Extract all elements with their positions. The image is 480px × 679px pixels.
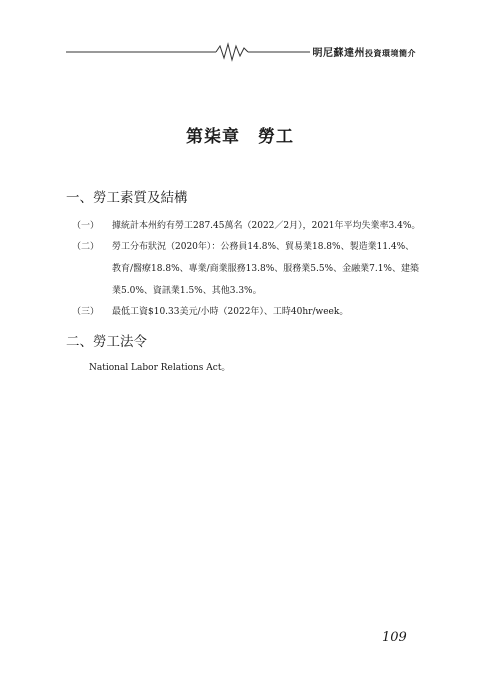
list-item-number: （三） xyxy=(72,307,100,317)
list-item-continuation: 教育/醫療18.8%、專業/商業服務13.8%、服務業5.5%、金融業7.1%、建築 xyxy=(112,264,419,274)
section-heading-labor-law: 二、勞工法令 xyxy=(66,334,147,350)
header-title xyxy=(313,44,417,59)
list-item-continuation: 業5.0%、資訊業1.5%、其他3.3%。 xyxy=(112,286,262,296)
header-title-sub: 投資環境簡介 xyxy=(365,49,416,58)
list-item-text: 最低工資$10.33美元/小時（2022年）、工時40hr/week。 xyxy=(112,307,349,317)
section-heading-labor-quality: 一、勞工素質及結構 xyxy=(66,190,188,206)
labor-law-paragraph: National Labor Relations Act。 xyxy=(89,363,231,373)
list-item-number: （二） xyxy=(72,242,100,252)
list-item xyxy=(72,220,420,232)
list-item-number: （一） xyxy=(72,221,100,231)
list-item-text: 據統計本州約有勞工287.45萬名（2022／2月），2021年平均失業率3.4%。 xyxy=(112,221,421,231)
chapter-title: 第柒章 勞工 xyxy=(186,127,294,147)
header-title-main: 明尼蘇達州 xyxy=(312,48,365,59)
page-number: 109 xyxy=(382,630,407,645)
list-item xyxy=(72,241,414,253)
running-header xyxy=(66,38,418,62)
list-item-text: 勞工分布狀況（2020年）：公務員14.8%、貿易業18.8%、製造業11.4%、 xyxy=(112,242,415,252)
list-item xyxy=(72,306,348,318)
